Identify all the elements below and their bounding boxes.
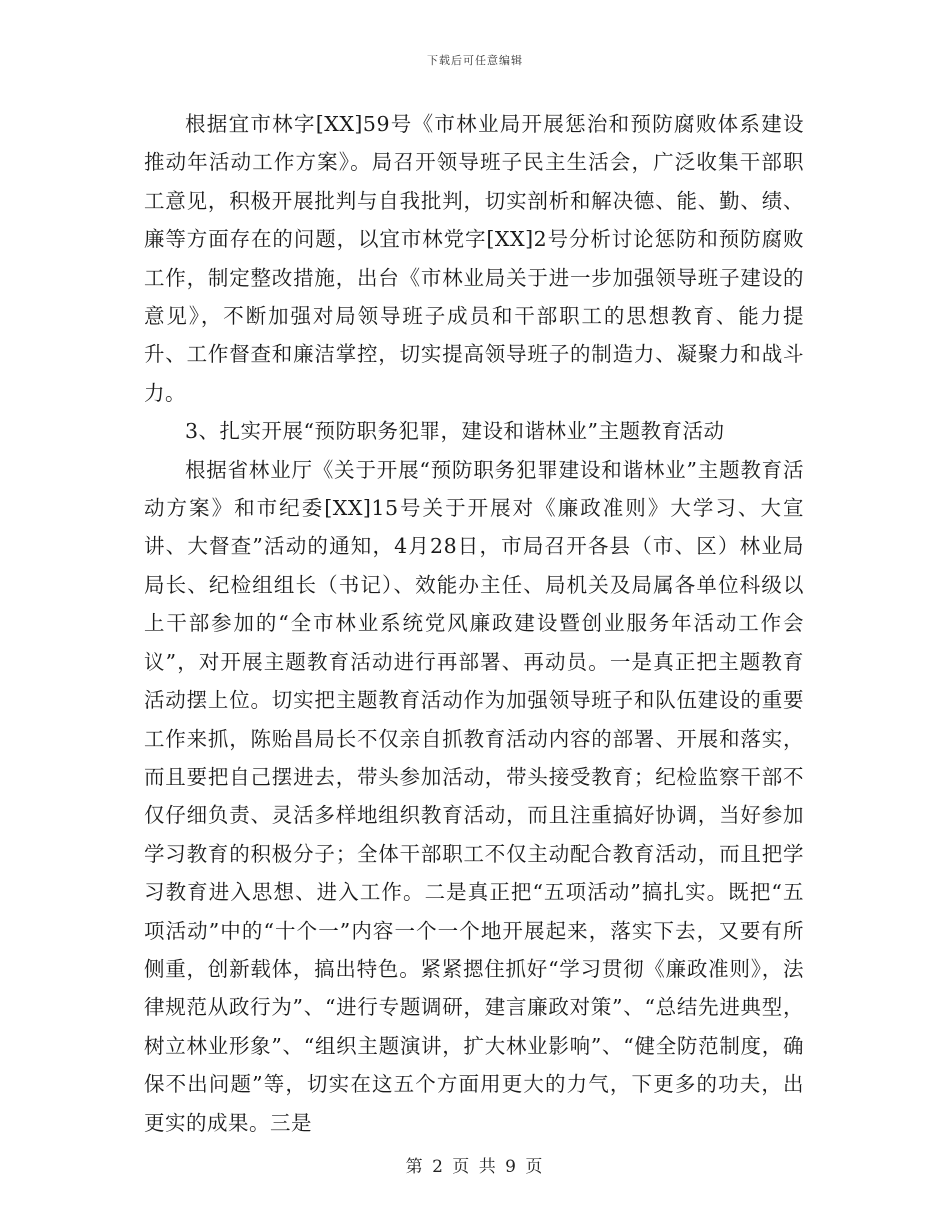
section-heading-3: 3、扎实开展“预防职务犯罪，建设和谐林业”主题教育活动 bbox=[185, 419, 725, 444]
page-number: 第 2 页 共 9 页 bbox=[405, 1157, 545, 1177]
body-paragraph-1: 根据宜市林字[XX]59号《市林业局开展惩治和预防腐败体系建设推动年活动工作方案》。局召开领导班子民主生活会，广泛收集干部职工意见，积极开展批判与自我批判，切实剖析和解决德、能、勤、绩、廉等方面存在的问题，以宜市林党字[XX]2号分析讨论惩防和预防腐败工作，制定整改措施，出台《市林业局关于进一步加强领导班子建设的意见》，不断加强对局领导班子成员和干部职工的思想教育、能力提升、工作督查和廉洁掌控，切实提高领导班子的制造力、凝聚力和战斗力。 bbox=[144, 112, 804, 405]
document-body bbox=[144, 105, 804, 1142]
body-paragraph-2: 根据省林业厅《关于开展“预防职务犯罪建设和谐林业”主题教育活动方案》和市纪委[XX]15号关于开展对《廉政准则》大学习、大宣讲、大督查”活动的通知，4月28日，市局召开各县（市、区）林业局局长、纪检组组长（书记）、效能办主任、局机关及局属各单位科级以上干部参加的“全市林业系统党风廉政建设暨创业服务年活动工作会议”，对开展主题教育活动进行再部署、再动员。一是真正把主题教育活动摆上位。切实把主题教育活动作为加强领导班子和队伍建设的重要工作来抓，陈贻昌局长不仅亲自抓教育活动内容的部署、开展和落实，而且要把自己摆进去，带头参加活动，带头接受教育；纪检监察干部不仅仔细负责、灵活多样地组织教育活动，而且注重搞好协调，当好参加学习教育的积极分子；全体干部职工不仅主动配合教育活动，而且把学习教育进入思想、进入工作。二是真正把“五项活动”搞扎实。既把“五项活动”中的“十个一”内容一个一个地开展起来，落实下去，又要有所侧重，创新载体，搞出特色。紧紧摁住抓好“学习贯彻《廉政准则》，法律规范从政行为”、“进行专题调研，建言廉政对策”、“总结先进典型，树立林业形象”、“组织主题演讲，扩大林业影响”、“健全防范制度，确保不出问题”等，切实在这五个方面用更大的力气，下更多的功夫，出更实的成果。三是 bbox=[144, 457, 804, 1135]
header-note: 下载后可任意编辑 bbox=[427, 54, 523, 67]
